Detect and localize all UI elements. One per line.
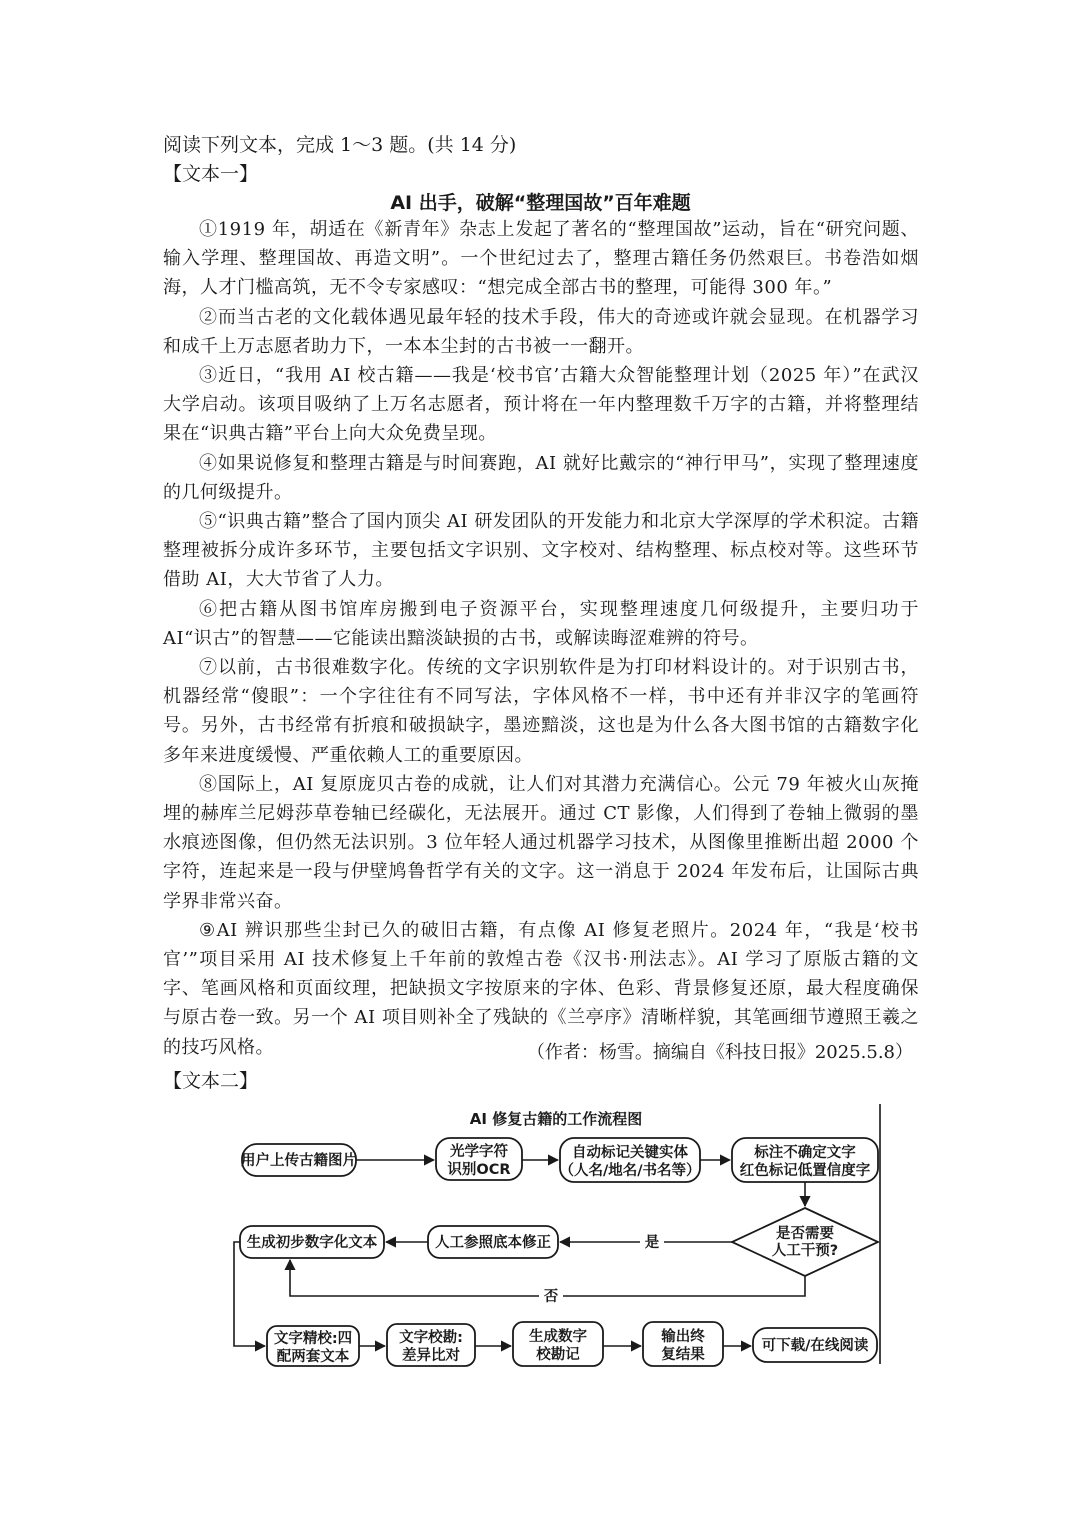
no-label: 否 [543,1289,559,1305]
article-paragraph-5: ⑤“识典古籍”整合了国内顶尖 AI 研发团队的开发能力和北京大学深厚的学术积淀。古籍整理被拆分成许多环节，主要包括文字识别、文字校对、结构整理、标点校对等。这些环节借助 AI，大大节省了人力。 [163,511,919,591]
question-instruction: 阅读下列文本，完成 1～3 题。(共 14 分) [163,134,517,156]
notes-node-line-1: 生成数字 [529,1329,587,1345]
mark-node-line-1: 标注不确定文字 [754,1145,856,1161]
article-paragraph-6: ⑥把古籍从图书馆库房搬到电子资源平台，实现整理速度几何级提升，主要归功于 AI“识古”的智慧——它能读出黯淡缺损的古书，或解读晦涩难辨的符号。 [163,598,919,649]
mark-node-line-2: 红色标记低置信度字 [739,1163,871,1179]
article-paragraph-2: ②而当古老的文化载体遇见最年轻的技术手段，伟大的奇迹或许就会显现。在机器学习和成千上万志愿者助力下，一本本尘封的古书被一一翻开。 [163,306,919,357]
read-node-label: 可下载/在线阅读 [761,1338,869,1354]
article-paragraph-9: ⑨AI 辨识那些尘封已久的破旧古籍，有点像 AI 修复老照片。2024 年，“我是‘校书官’”项目采用 AI 技术修复上千年前的敦煌古卷《汉书·刑法志》。AI 学习了原版古籍的文字、笔画风格和页面纹理，把缺损文字按原来的字体、色彩、背景修复还原，最大程度确保与原古卷一致。另一个 AI 项目则补全了残缺的《兰亭序》清晰样貌，其笔画细节遵照王羲之的技巧风格。 [163,919,919,1058]
flowchart-title: AI 修复古籍的工作流程图 [469,1110,643,1128]
article-paragraph-1: ①1919 年，胡适在《新青年》杂志上发起了著名的“整理国故”运动，旨在“研究问题、输入学理、整理国故、再造文明”。一个世纪过去了，整理古籍任务仍然艰巨。书卷浩如烟海，人才门槛高筑，无不令专家感叹：“想完成全部古书的整理，可能得 300 年。” [163,219,919,299]
decision-node-line-2: 人工干预? [771,1243,839,1259]
ocr-node-line-1: 光学字符 [450,1144,508,1160]
article-paragraph-4: ④如果说修复和整理古籍是与时间赛跑，AI 就好比戴宗的“神行甲马”，实现了整理速度的几何级提升。 [163,452,919,503]
article-paragraph-7: ⑦以前，古书很难数字化。传统的文字识别软件是为打印材料设计的。对于识别古书，机器经常“傻眼”：一个字往往有不同写法，字体风格不一样，书中还有并非汉字的笔画符号。另外，古书经常有折痕和破损缺字，墨迹黯淡，这也是为什么各大图书馆的古籍数字化多年来进度缓慢、严重依赖人工的重要原因。 [163,657,919,766]
output-node-line-1: 输出终 [661,1329,705,1345]
tag-node-line-1: 自动标记关键实体 [572,1145,688,1161]
collate-node-line-1: 文字校勘: [399,1330,463,1346]
decision-node-line-1: 是否需要 [776,1226,834,1242]
manual-node-label: 人工参照底本修正 [435,1235,551,1251]
yes-label: 是 [644,1235,660,1251]
notes-node-line-2: 校勘记 [536,1347,580,1363]
collate-node-line-2: 差异比对 [402,1348,460,1364]
article-source: （作者：杨雪。摘编自《科技日报》2025.5.8） [526,1042,913,1063]
text-two-label: 【文本二】 [163,1070,259,1092]
flowchart-svg [228,1100,884,1368]
proof-node-line-1: 文字精校:四 [273,1331,353,1347]
text-one-label: 【文本一】 [163,163,259,185]
flowchart [228,1100,884,1368]
article-paragraph-3: ③近日，“我用 AI 校古籍——我是‘校书官’古籍大众智能整理计划（2025 年）”在武汉大学启动。该项目吸纳了上万名志愿者，预计将在一年内整理数千万字的古籍，并将整理结果在“识典古籍”平台上向大众免费呈现。 [163,365,919,445]
output-node-line-2: 复结果 [661,1347,705,1363]
article-title: AI 出手，破解“整理国故”百年难题 [390,192,691,214]
proof-node-line-2: 配两套文本 [276,1349,350,1365]
tag-node-line-2: （人名/地名/书名等） [559,1163,701,1179]
digital-node-label: 生成初步数字化文本 [246,1235,378,1251]
article-body [163,215,919,1062]
ocr-node-line-2: 识别OCR [447,1162,511,1178]
article-paragraph-8: ⑧国际上，AI 复原庞贝古卷的成就，让人们对其潜力充满信心。公元 79 年被火山灰掩埋的赫库兰尼姆莎草卷轴已经碳化，无法展开。通过 CT 影像，人们得到了卷轴上微弱的墨水痕迹图像，但仍然无法识别。3 位年轻人通过机器学习技术，从图像里推断出超 2000 个字符，连起来是一段与伊壁鸠鲁哲学有关的文字。这一消息于 2024 年发布后，让国际古典学界非常兴奋。 [163,773,919,912]
upload-node-label: 用户上传古籍图片 [241,1153,357,1169]
